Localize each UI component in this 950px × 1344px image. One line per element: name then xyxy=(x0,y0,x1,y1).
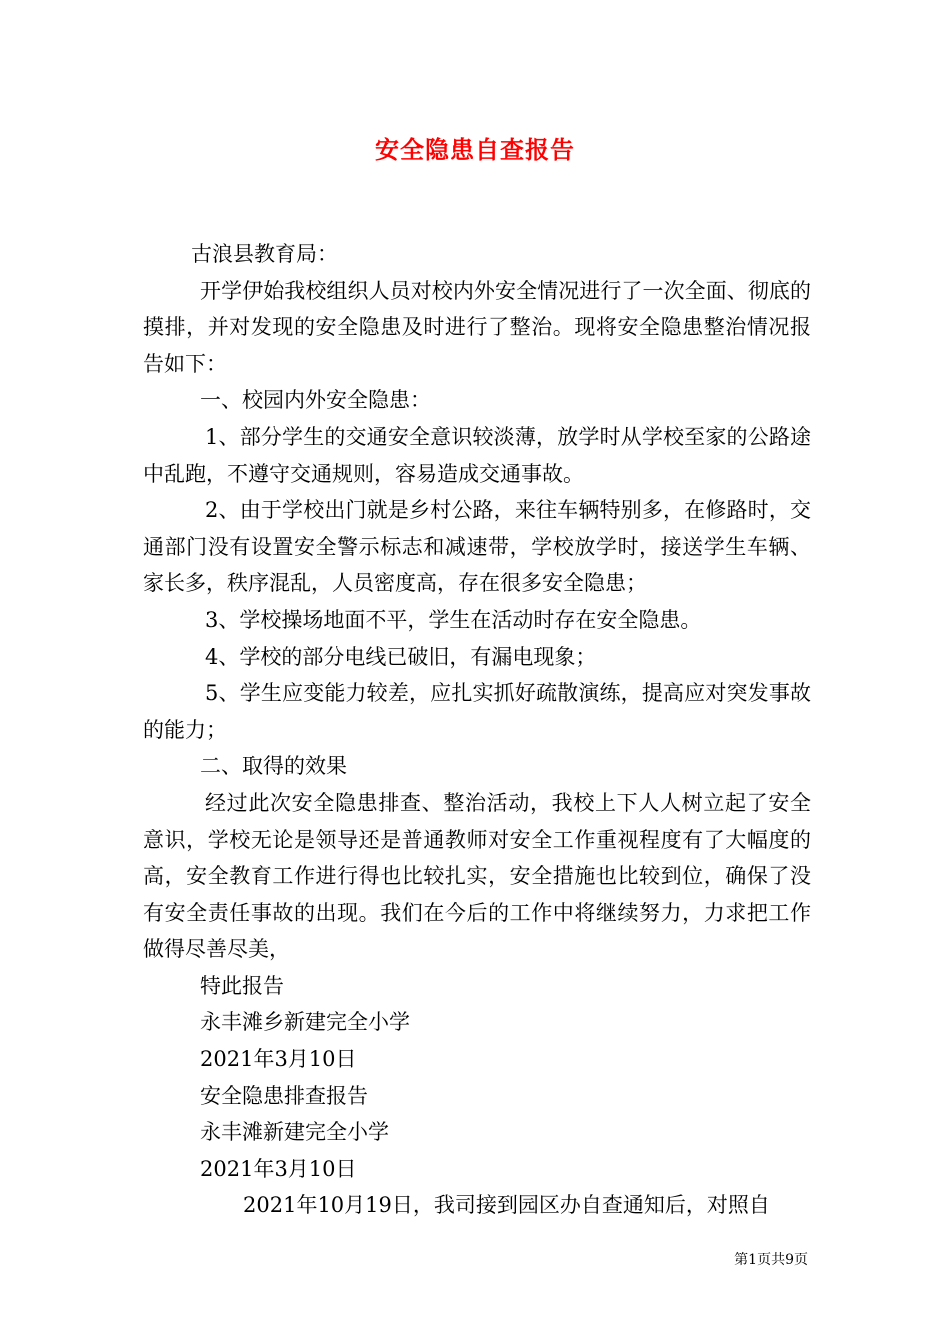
next-paragraph: 2021年10月19日，我司接到园区办自查通知后，对照自 xyxy=(243,1193,770,1218)
page-number: 第1页共9页 xyxy=(734,1252,808,1268)
next-school: 永丰滩新建完全小学 xyxy=(200,1120,389,1145)
list-item-2: 2、由于学校出门就是乡村公路，来往车辆特别多，在修路时，交通部门没有设置安全警示标志和减速带，学校放学时，接送学生车辆、家长多，秩序混乱，人员密度高，存在很多安全隐患； xyxy=(143,498,811,596)
section-heading-2: 二、取得的效果 xyxy=(200,754,347,779)
paragraph-results: 经过此次安全隐患排查、整治活动，我校上下人人树立起了安全意识，学校无论是领导还是普通教师对安全工作重视程度有了大幅度的高，安全教育工作进行得也比较扎实，安全措施也比较到位，确保了没有安全责任事故的出现。我们在今后的工作中将继续努力，力求把工作做得尽善尽美， xyxy=(143,790,811,962)
signature-school: 永丰滩乡新建完全小学 xyxy=(200,1010,410,1035)
list-item-1: 1、部分学生的交通安全意识较淡薄，放学时从学校至家的公路途中乱跑，不遵守交通规则，容易造成交通事故。 xyxy=(143,424,811,486)
list-item-3: 3、学校操场地面不平，学生在活动时存在安全隐患。 xyxy=(205,607,702,632)
page-title: 安全隐患自查报告 xyxy=(375,135,575,164)
signature-date: 2021年3月10日 xyxy=(200,1047,357,1072)
paragraph-intro: 开学伊始我校组织人员对校内外安全情况进行了一次全面、彻底的摸排，并对发现的安全隐患及时进行了整治。现将安全隐患整治情况报告如下： xyxy=(143,278,811,376)
list-item-4: 4、学校的部分电线已破旧，有漏电现象； xyxy=(205,644,597,669)
closing-line: 特此报告 xyxy=(200,973,284,998)
document-body xyxy=(143,236,811,1224)
next-date: 2021年3月10日 xyxy=(200,1156,357,1181)
section-heading-1: 一、校园内外安全隐患： xyxy=(200,388,431,413)
list-item-5: 5、学生应变能力较差，应扎实抓好疏散演练，提高应对突发事故的能力； xyxy=(143,681,811,742)
next-title: 安全隐患排查报告 xyxy=(200,1083,368,1108)
recipient-line: 古浪县教育局： xyxy=(191,242,338,266)
